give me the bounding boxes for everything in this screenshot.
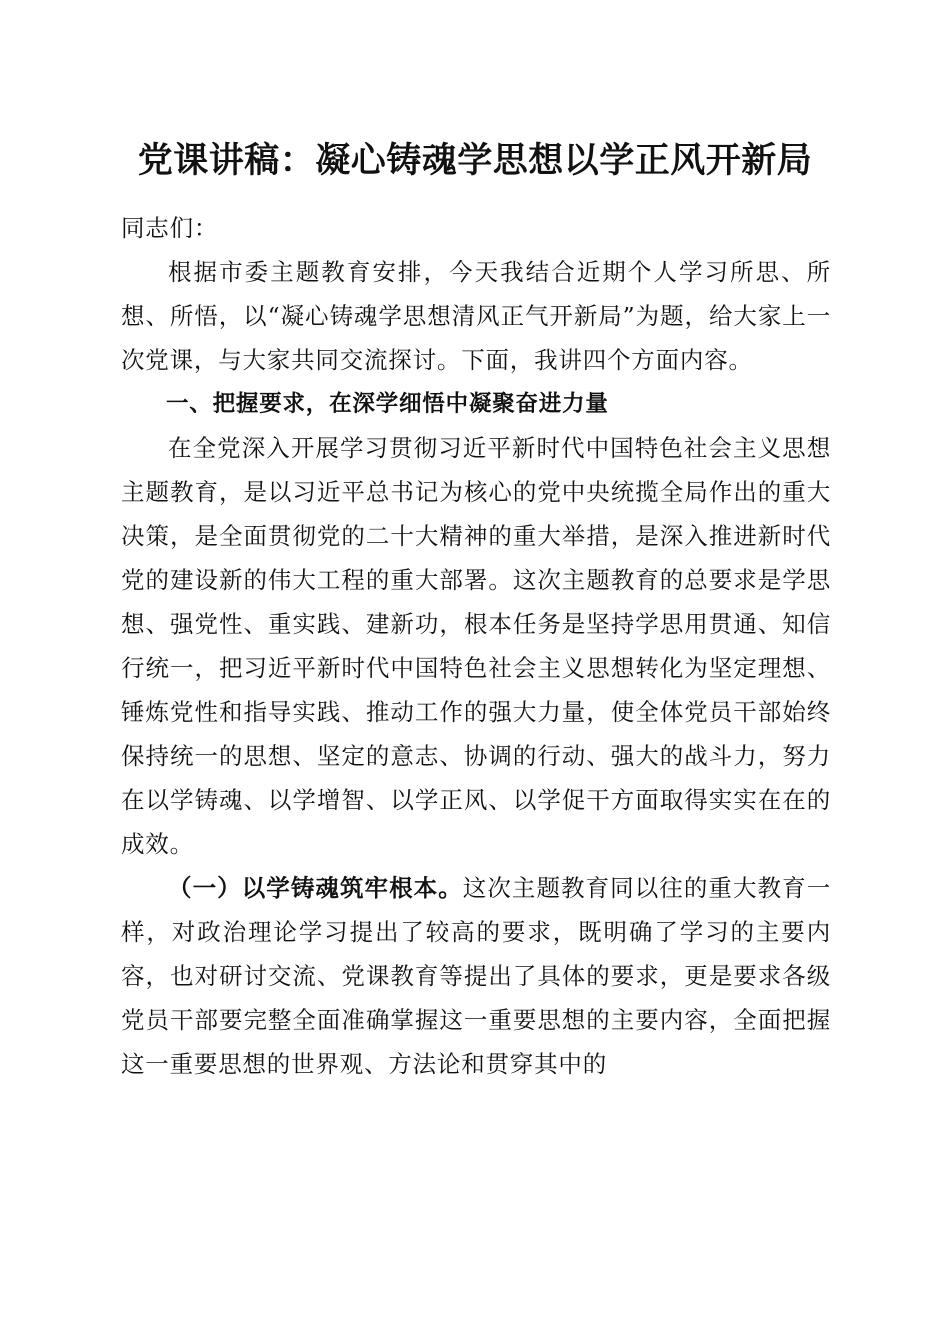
section-heading-1: 一、把握要求，在深学细悟中凝聚奋进力量 <box>166 391 609 417</box>
intro-paragraph: 根据市委主题教育安排，今天我结合近期个人学习所思、所想、所悟，以“凝心铸魂学思想清风正气开新局”为题，给大家上一次党课，与大家共同交流探讨。下面，我讲四个方面内容。 <box>121 258 831 374</box>
section-1-paragraph: 在全党深入开展学习贯彻习近平新时代中国特色社会主义思想主题教育，是以习近平总书记为核心的党中央统揽全局作出的重大决策，是全面贯彻党的二十大精神的重大举措，是深入推进新时代党的建设新的伟大工程的重大部署。这次主题教育的总要求是学思想、强党性、重实践、建新功，根本任务是坚持学思用贯通、知信行统一，把习近平新时代中国特色社会主义思想转化为坚定理想、锤炼党性和指导实践、推动工作的强大力量，使全体党员干部始终保持统一的思想、坚定的意志、协调的行动、强大的战斗力，努力在以学铸魂、以学增智、以学正风、以学促干方面取得实实在在的成效。 <box>121 434 831 858</box>
subsection-1-paragraph <box>121 866 831 1086</box>
salutation: 同志们： <box>121 214 219 242</box>
document-title: 党课讲稿：凝心铸魂学思想以学正风开新局 <box>137 140 813 181</box>
subsection-1-lead: （一）以学铸魂筑牢根本。 <box>168 874 463 902</box>
document-body <box>121 206 831 1086</box>
subsection-1-text: 这次主题教育同以往的重大教育一样，对政治理论学习提出了较高的要求，既明确了学习的主要内容，也对研讨交流、党课教育等提出了具体的要求，更是要求各级党员干部要完整全面准确掌握这一重要思想的主要内容，全面把握这一重要思想的世界观、方法论和贯穿其中的 <box>121 874 831 1078</box>
